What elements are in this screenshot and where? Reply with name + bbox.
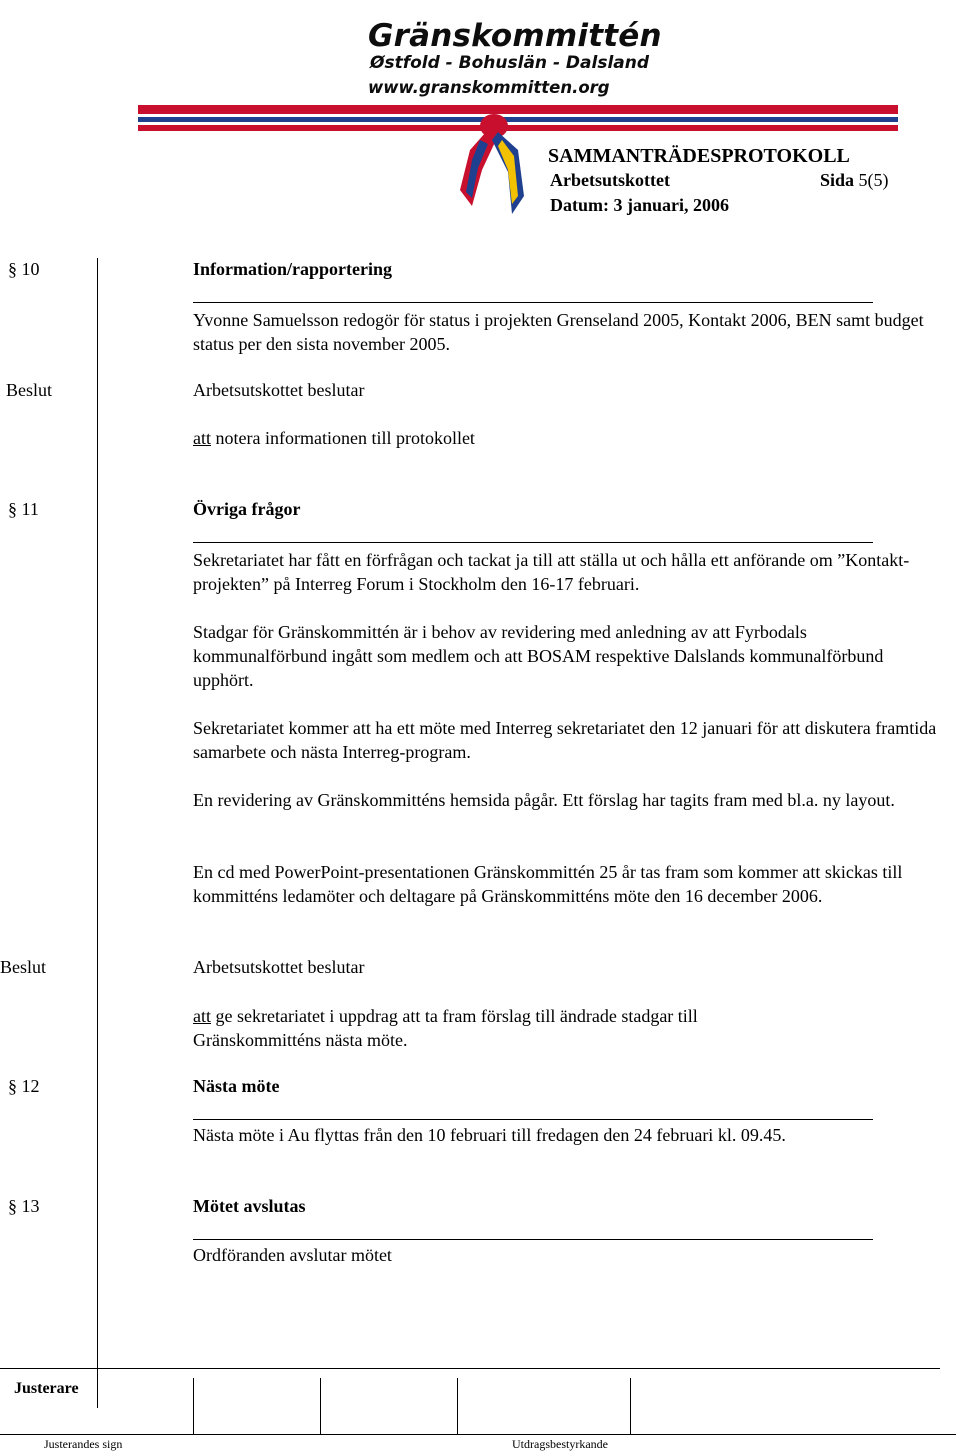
- utdragsbestyrkande-label: Utdragsbestyrkande: [512, 1437, 608, 1451]
- section-11-paragraph-2: Stadgar för Gränskommittén är i behov av revidering med anledning av att Fyrbodals kommunalförbund ingått som medlem och att BOSAM respektive Dalslands kommunalförbund upphört.: [193, 622, 884, 690]
- logo: [120, 0, 910, 220]
- logo-url: www.granskommitten.org: [368, 78, 610, 97]
- att-keyword: att: [193, 428, 211, 448]
- section-11-rule: [193, 542, 873, 543]
- section-11-paragraph-3: Sekretariatet kommer att ha ett möte med Interreg sekretariatet den 12 januari för att diskutera framtida samarbete och nästa Interreg-program.: [193, 718, 937, 762]
- justerare-label: Justerare: [14, 1380, 79, 1397]
- section-13-text: Ordföranden avslutar mötet: [193, 1245, 392, 1265]
- ribbon-blue-band: [138, 117, 898, 122]
- page-indicator: [820, 170, 889, 191]
- section-11-number: § 11: [8, 499, 39, 519]
- page-number: 5(5): [858, 170, 889, 190]
- section-11-paragraph-4: En revidering av Gränskommitténs hemsida pågår. Ett förslag har tagits fram med bl.a. ny layout.: [193, 790, 895, 810]
- margin-divider: [97, 258, 98, 1408]
- footer-top-line: [0, 1368, 940, 1369]
- signature-box-divider: [630, 1378, 631, 1434]
- section-13-number: § 13: [8, 1196, 40, 1216]
- section-10-decision: [193, 428, 475, 449]
- section-10-title: Information/rapportering: [193, 259, 392, 279]
- section-10-number: § 10: [8, 259, 40, 279]
- meeting-date: Datum: 3 januari, 2006: [550, 195, 729, 215]
- section-11-beslut-intro: Arbetsutskottet beslutar: [193, 957, 365, 977]
- section-13-title: Mötet avslutas: [193, 1196, 306, 1216]
- signature-box-divider: [457, 1378, 458, 1434]
- section-11-beslut-label: Beslut: [0, 957, 47, 977]
- section-10-rule: [193, 302, 873, 303]
- att-keyword: att: [193, 1006, 211, 1026]
- logo-title: Gränskommittén: [368, 18, 662, 54]
- page-label: Sida: [820, 170, 855, 190]
- footer-bottom-line: [0, 1434, 956, 1435]
- section-10-text: Yvonne Samuelsson redogör för status i projekten Grenseland 2005, Kontakt 2006, BEN samt budget status per den sista november 2005.: [193, 310, 924, 354]
- section-10-beslut-intro: Arbetsutskottet beslutar: [193, 380, 365, 400]
- section-11-paragraph-1: Sekretariatet har fått en förfrågan och tackat ja till att ställa ut och hålla ett anförande om ”Kontakt-projekten” på Interreg Forum i Stockholm den 16-17 februari.: [193, 550, 910, 594]
- section-10-decision-text: notera informationen till protokollet: [211, 428, 475, 448]
- section-11-decision: [193, 1004, 793, 1052]
- section-12-rule: [193, 1119, 873, 1120]
- ribbon-red-band: [138, 105, 898, 114]
- document-title: SAMMANTRÄDESPROTOKOLL: [548, 145, 850, 167]
- ribbon-white-band-2: [138, 122, 898, 125]
- ribbon-red-band-2: [138, 125, 898, 131]
- section-12-title: Nästa möte: [193, 1076, 280, 1096]
- section-13-rule: [193, 1239, 873, 1240]
- ribbon-white-band: [138, 114, 898, 117]
- section-11-paragraph-5: En cd med PowerPoint-presentationen Gränskommittén 25 år tas fram som kommer att skickas till kommitténs ledamöter och deltagare på Gränskommitténs möte den 16 december 2006.: [193, 862, 903, 906]
- ribbon-tail-red: [460, 132, 496, 206]
- ribbon-tail-blue-2: [492, 132, 524, 214]
- committee-name: Arbetsutskottet: [550, 170, 670, 190]
- section-12-number: § 12: [8, 1076, 40, 1096]
- section-11-title: Övriga frågor: [193, 499, 301, 519]
- justerandes-sign-label: Justerandes sign: [44, 1437, 123, 1451]
- signature-box-divider: [193, 1378, 194, 1434]
- section-12-text: Nästa möte i Au flyttas från den 10 februari till fredagen den 24 februari kl. 09.45.: [193, 1125, 786, 1145]
- section-10-beslut-label: Beslut: [6, 380, 53, 400]
- signature-box-divider: [320, 1378, 321, 1434]
- section-11-decision-text: ge sekretariatet i uppdrag att ta fram förslag till ändrade stadgar till Gränskommitténs nästa möte.: [193, 1006, 698, 1050]
- logo-region: Østfold - Bohuslän - Dalsland: [370, 53, 650, 73]
